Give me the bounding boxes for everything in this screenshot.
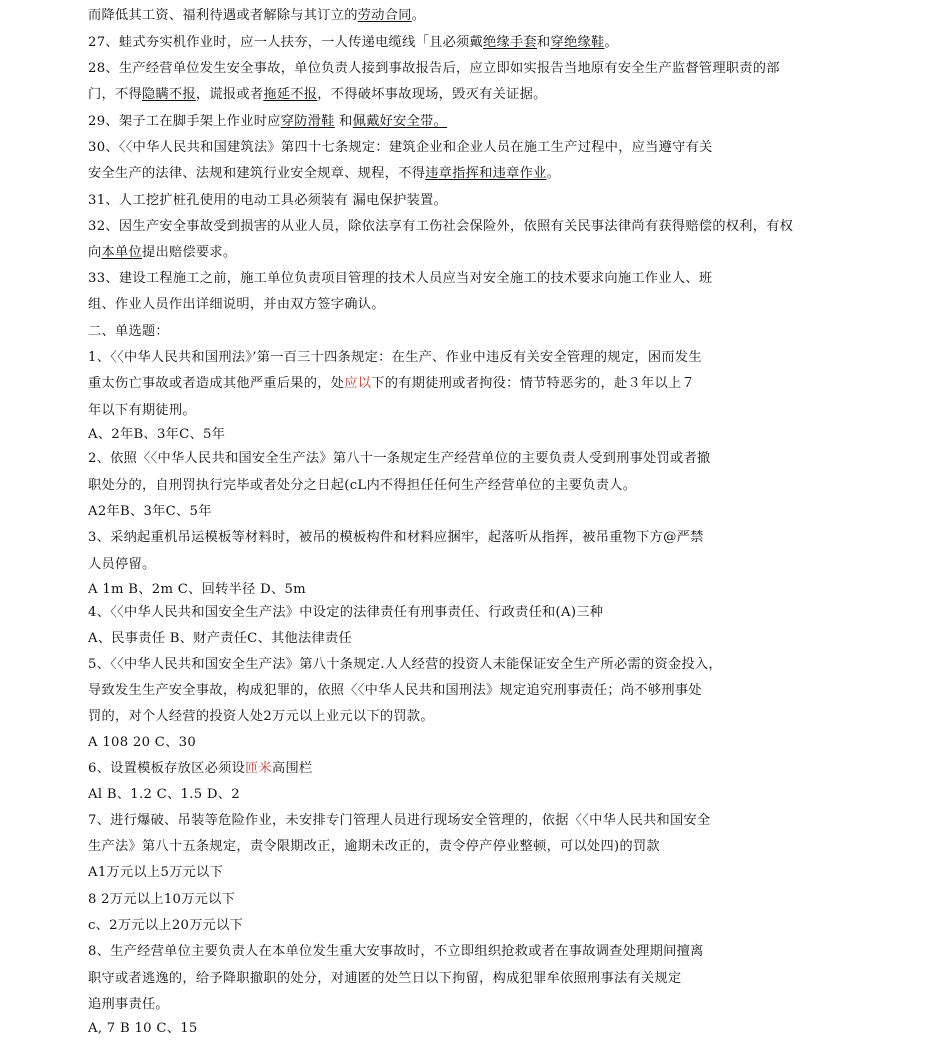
text-line xyxy=(88,113,447,131)
text-line xyxy=(88,786,240,804)
text-segment: 组、作业人员作出详细说明，并由双方签字确认。 xyxy=(88,297,385,312)
text-line xyxy=(88,1020,198,1038)
text-segment: 4、〈〈中华人民共和国安全生产法》中设定的法律责任有刑事责任、行政责任和(A)三种 xyxy=(88,605,604,620)
text-segment: 32、因生产安全事故受到损害的从业人员，除依法享有工伤社会保险外，依照有关民事法律尚有获得赔偿的权利，有权 xyxy=(88,219,794,234)
text-line xyxy=(88,682,702,700)
text-segment: 30、〈〈中华人民共和国建筑法》第四十七条规定：建筑企业和企业人员在施工生产过程中，应当遵守有关 xyxy=(88,140,713,155)
underlined-answer: 穿绝缘鞋 xyxy=(550,35,605,50)
text-segment: 职守或者逃逸的，给予降职撤职的处分，对逋匿的处竺日以下拘留，构成犯罪牟依照刑事法有关规定 xyxy=(88,971,682,986)
text-segment: 。 xyxy=(546,166,561,181)
text-segment: A1万元以上5万元以下 xyxy=(88,865,224,880)
text-line xyxy=(88,581,306,599)
text-line xyxy=(88,630,352,648)
text-segment: 31、人工挖扩桩孔使用的电动工具必须装有 漏电保护装置。 xyxy=(88,193,448,208)
text-segment: A、2年B、3年C、5年 xyxy=(88,427,226,442)
text-segment: 生产法》第八十五条规定，责令限期改正，逾期未改正的，责令停产停业整顿，可以处四)的罚款 xyxy=(88,839,660,854)
text-segment: 二、单选题： xyxy=(88,324,169,339)
text-segment: A, 7 B 10 C、15 xyxy=(88,1021,198,1036)
text-line xyxy=(88,450,711,468)
text-segment: 下的有期徒刑或者拘役：情节特恶劣的，赴３年以上７ xyxy=(371,376,695,391)
underlined-answer: 拖延不报 xyxy=(263,87,318,102)
text-segment: 1、〈〈中华人民共和国刑法》’第一百三十四条规定：在生产、作业中违反有关安全管理的规定，困而发生 xyxy=(88,350,702,365)
text-segment: 罚的，对个人经营的投资人处2万元以上业元以下的罚款。 xyxy=(88,709,434,724)
underlined-answer: 本单位 xyxy=(101,245,142,260)
text-line xyxy=(88,943,704,961)
text-segment: 。 xyxy=(604,35,618,50)
text-line xyxy=(88,192,447,210)
text-line xyxy=(88,996,169,1014)
text-line xyxy=(88,349,702,367)
text-line xyxy=(88,296,385,314)
text-segment: 高围栏 xyxy=(272,761,313,776)
text-segment: 28、生产经营单位发生安全事故，单位负责人接到事故报告后，应立即如实报告当地原有安全生产监督管理职责的部 xyxy=(88,61,780,76)
text-segment: A 108 20 C、30 xyxy=(88,735,197,750)
text-segment: 匝米 xyxy=(245,761,273,776)
text-segment: 7、进行爆破、吊装等危险作业，未安排专门管理人员进行现场安全管理的，依据〈〈中华人民共和国安全 xyxy=(88,813,711,828)
text-line xyxy=(88,503,212,521)
text-line xyxy=(88,556,155,574)
text-line xyxy=(88,34,618,52)
text-segment: 5、〈〈中华人民共和国安全生产法》第八十条规定.人人经营的投资人未能保证安全生产所必需的资金投入， xyxy=(88,657,722,672)
text-line xyxy=(88,60,780,78)
text-line xyxy=(88,139,713,157)
text-line xyxy=(88,165,560,183)
text-line xyxy=(88,970,681,988)
text-segment: 职处分的，自刑罚执行完毕或者处分之日起(cL内不得担任任何生产经营单位的主要负责人。 xyxy=(88,478,637,493)
underlined-answer: 穿防滑鞋 xyxy=(280,114,335,129)
text-line xyxy=(88,7,425,25)
text-segment: 人员停留。 xyxy=(88,557,156,572)
text-line xyxy=(88,891,235,909)
text-line xyxy=(88,708,434,726)
text-line xyxy=(88,917,243,935)
text-segment: 6、设置模板存放区必须设 xyxy=(88,761,246,776)
underlined-answer: 隐瞒不报 xyxy=(141,87,196,102)
text-segment: 。 xyxy=(411,8,426,23)
text-segment: 安全生产的法律、法规和建筑行业安全规章、规程，不得 xyxy=(88,166,426,181)
text-line xyxy=(88,86,547,104)
text-segment: A 1m B、2m C、回转半径 D、5m xyxy=(88,582,306,597)
text-segment: 29、架子工在脚手架上作业时应 xyxy=(88,114,281,129)
text-segment: 年以下有期徒刑。 xyxy=(88,403,196,418)
text-segment: 和 xyxy=(536,35,551,50)
text-line xyxy=(88,812,711,830)
text-segment: 和 xyxy=(334,114,353,129)
text-segment: 导致发生生产安全事故，构成犯罪的，依照〈〈中华人民共和国刑法》规定追究刑事责任；尚不够刑事处 xyxy=(88,683,702,698)
underlined-answer: 违章指挥和违章作业 xyxy=(425,166,547,181)
text-line xyxy=(88,760,313,778)
text-segment: A、民事责任 B、财产责任C、其他法律责任 xyxy=(88,631,352,646)
text-line xyxy=(88,838,660,856)
text-segment: ，不得破坏事故现场，毁灭有关证据。 xyxy=(317,87,547,102)
text-line xyxy=(88,323,169,341)
text-segment: Al B、1.2 C、1.5 D、2 xyxy=(88,787,240,802)
text-line xyxy=(88,734,196,752)
text-line xyxy=(88,426,225,444)
text-line xyxy=(88,864,223,882)
text-segment: 27、蛙式夯实机作业时，应一人扶夯，一人传递电缆线「且必须戴 xyxy=(88,35,484,50)
text-segment: c、2万元以上20万元以下 xyxy=(88,918,244,933)
text-line xyxy=(88,529,704,547)
text-line xyxy=(88,218,793,236)
text-segment: 门，不得 xyxy=(88,87,142,102)
text-segment: 应以 xyxy=(344,376,372,391)
text-segment: 33、建设工程施工之前，施工单位负责项目管理的技术人员应当对安全施工的技术要求向施工作业人、班 xyxy=(88,271,713,286)
text-line xyxy=(88,402,196,420)
text-segment: 重太伤亡事故或者造成其他严重后果的，处 xyxy=(88,376,345,391)
underlined-answer: 佩戴好安全带。 xyxy=(352,114,448,129)
text-segment: 3、采纳起重机吊运模板等材料时，被吊的模板构件和材料应捆牢，起落听从指挥，被吊重物下方@严禁 xyxy=(88,530,704,545)
text-segment: 提出赔偿要求。 xyxy=(141,245,237,260)
text-segment: 2、依照〈〈中华人民共和国安全生产法》第八十一条规定生产经营单位的主要负责人受到刑事处罚或者撤 xyxy=(88,451,711,466)
text-segment: ，谎报或者 xyxy=(195,87,264,102)
text-segment: 追刑事责任。 xyxy=(88,997,169,1012)
text-segment: 向 xyxy=(88,245,102,260)
text-segment: 而降低其工资、福利待遇或者解除与其订立的 xyxy=(88,8,358,23)
text-line xyxy=(88,477,636,495)
text-segment: 8 2万元以上10万元以下 xyxy=(88,892,236,907)
underlined-answer: 劳动合同 xyxy=(357,8,412,23)
text-segment: 8、生产经营单位主要负责人在本单位发生重大安事故时，不立即组织抢救或者在事故调查处理期间擅离 xyxy=(88,944,704,959)
text-line xyxy=(88,656,722,674)
text-segment: A2年B、3年C、5年 xyxy=(88,504,212,519)
text-line xyxy=(88,375,695,393)
text-line xyxy=(88,270,712,288)
text-line xyxy=(88,244,236,262)
text-line xyxy=(88,604,603,622)
underlined-answer: 绝缘手套 xyxy=(483,35,537,50)
